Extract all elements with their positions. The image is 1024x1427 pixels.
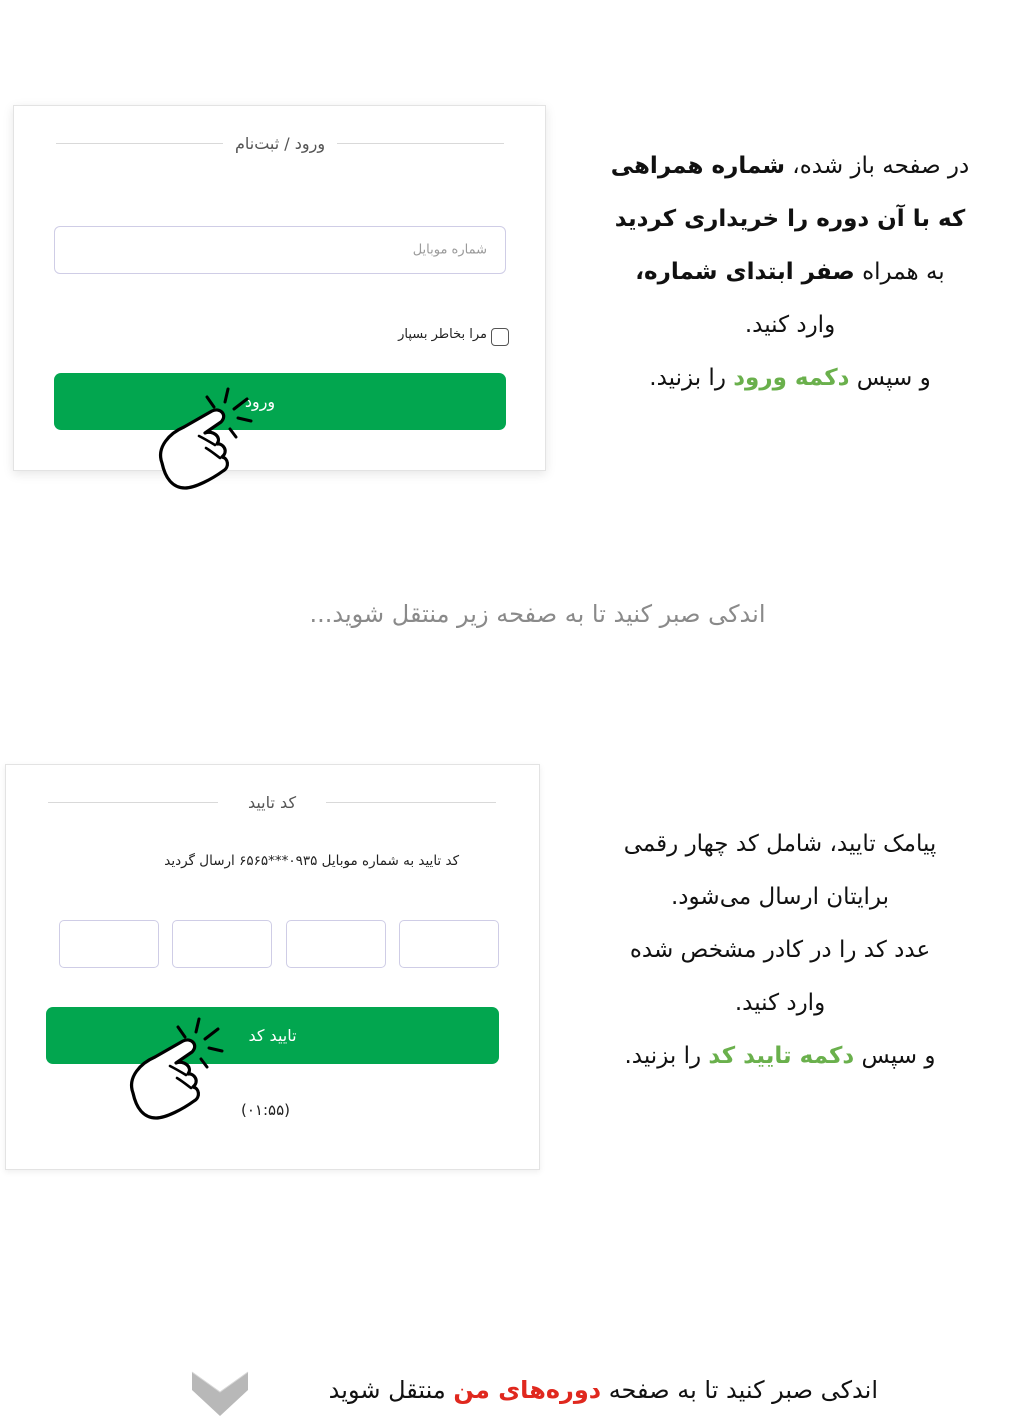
divider (48, 802, 218, 803)
countdown-timer: (۰۱:۵۵) (241, 1101, 290, 1119)
bottom-message-highlight: دوره‌های من (453, 1376, 602, 1404)
divider (326, 802, 496, 803)
instruction-2-text: پیامک تایید، شامل کد چهار رقمی (623, 831, 937, 857)
instruction-1-highlight: دکمه ورود (733, 365, 850, 391)
code-digit-input[interactable] (399, 920, 499, 968)
instruction-1-bold: شماره همراهی (610, 153, 785, 179)
login-card (13, 105, 546, 471)
bottom-message-text: اندکی صبر کنید تا به صفحه (601, 1376, 878, 1404)
tap-hand-icon (121, 1015, 231, 1125)
instruction-2-text: را بزنید. (624, 1043, 709, 1069)
instruction-2 (560, 818, 1000, 1083)
instruction-1-text: را بزنید. (649, 365, 734, 391)
verify-button[interactable] (46, 1007, 499, 1064)
code-digit-input[interactable] (286, 920, 386, 968)
verify-title-row (48, 793, 496, 812)
code-digit-input[interactable] (172, 920, 272, 968)
instruction-1-bold: صفر ابتدای شماره، (635, 259, 855, 285)
remember-me-label: مرا بخاطر بسپار (398, 326, 487, 342)
remember-me-checkbox[interactable] (491, 328, 509, 346)
instruction-2-text: برایتان ارسال می‌شود. (670, 884, 890, 910)
verify-card (5, 764, 540, 1170)
instruction-2-text: وارد کنید. (734, 990, 826, 1016)
verify-title: کد تایید (247, 793, 297, 812)
instruction-1 (570, 140, 1010, 405)
login-title: ورود / ثبت‌نام (234, 134, 326, 153)
instruction-1-bold: که با آن دوره را خریداری کردید (614, 206, 966, 232)
divider (56, 143, 223, 144)
login-title-row (56, 134, 504, 153)
verify-button-label: تایید کد (248, 1026, 297, 1045)
bottom-message (329, 1376, 878, 1404)
instruction-1-text: وارد کنید. (744, 312, 836, 338)
verify-message: کد تایید به شماره موبایل ۰۹۳۵***۶۵۶۵ ارسال گردید (164, 853, 459, 869)
instruction-1-text: و سپس (849, 365, 931, 391)
mobile-input[interactable] (54, 226, 506, 274)
instruction-2-highlight: دکمه تایید کد (708, 1043, 855, 1069)
tap-hand-icon (150, 385, 260, 495)
chevron-down-icon (190, 1368, 250, 1420)
instruction-1-text: در صفحه باز شده، (785, 153, 970, 179)
instruction-2-text: عدد کد را در کادر مشخص شده (629, 937, 931, 963)
instruction-1-text: به همراه (854, 259, 945, 285)
code-digit-input[interactable] (59, 920, 159, 968)
instruction-2-text: و سپس (854, 1043, 936, 1069)
login-button[interactable] (54, 373, 506, 430)
wait-message: اندکی صبر کنید تا به صفحه زیر منتقل شوید... (309, 600, 766, 628)
mobile-input-placeholder: شماره موبایل (412, 242, 487, 258)
remember-me[interactable] (398, 322, 509, 346)
divider (337, 143, 504, 144)
bottom-message-text: منتقل شوید (328, 1376, 454, 1404)
login-button-label: ورود (244, 392, 276, 411)
